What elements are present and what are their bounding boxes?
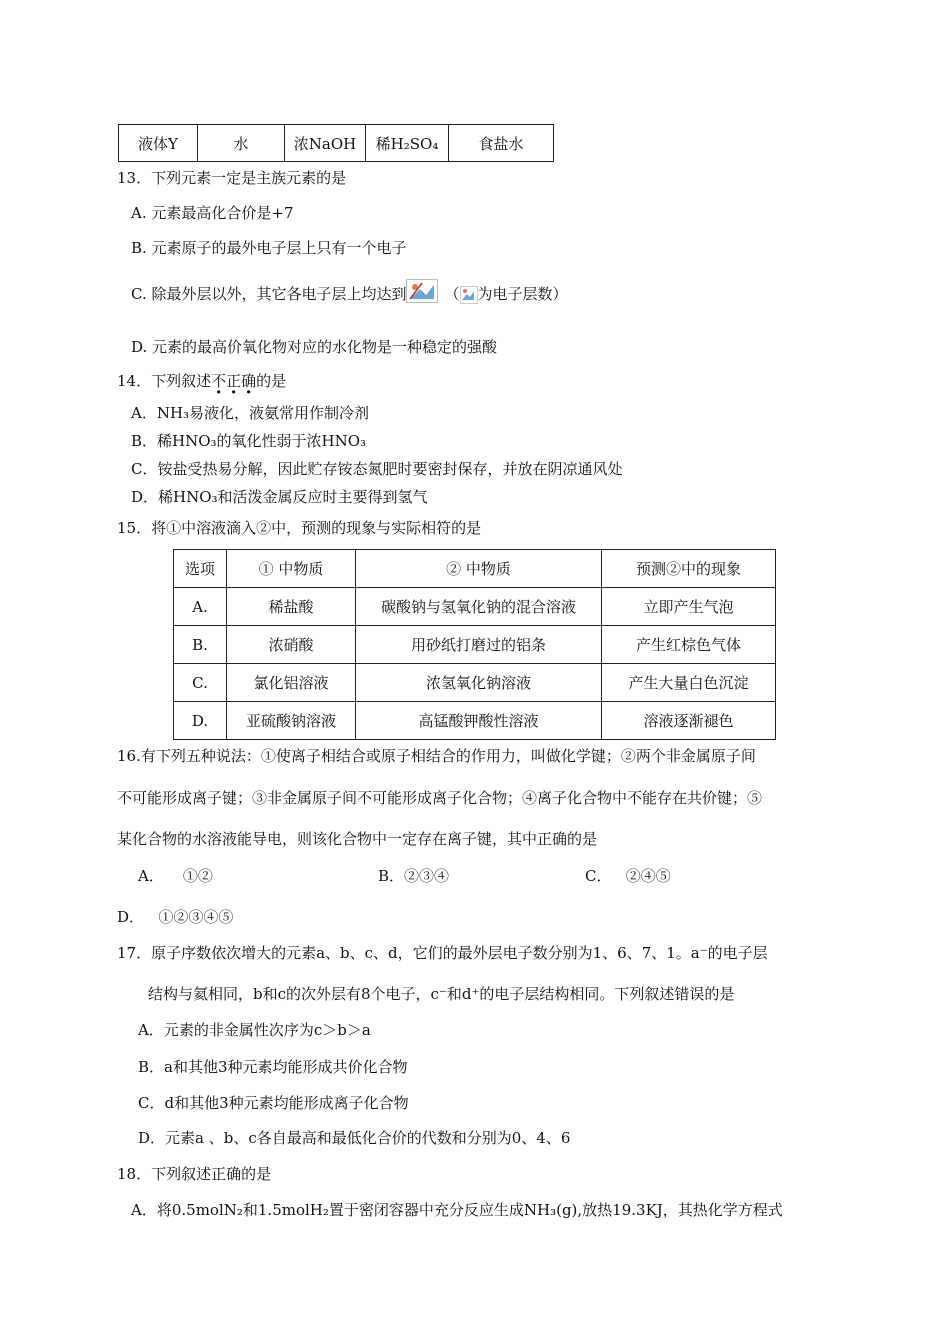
q13-stem: 13．下列元素一定是主族元素的是 — [117, 169, 347, 187]
emphasis-char: 确 — [241, 372, 257, 390]
q16-option-c: C． ②④⑤ — [585, 867, 671, 885]
q17-line: 结构与氦相同，b和c的次外层有8个电子，c⁻和d⁺的电子层结构相同。下列叙述错误的是 — [148, 985, 735, 1003]
liquid-table-cell: 食盐水 — [449, 125, 554, 162]
q15-cell: C. — [174, 664, 227, 702]
liquid-table — [118, 124, 554, 162]
q15-header: ② 中物质 — [356, 550, 602, 588]
q17-option-b: B．a和其他3种元素均能形成共价化合物 — [138, 1058, 408, 1076]
q16-line: 不可能形成离子键；③非金属原子间不可能形成离子化合物；④离子化合物中不能存在共价键；⑤ — [117, 789, 763, 807]
q15-cell: 用砂纸打磨过的铝条 — [356, 626, 602, 664]
q15-header: ① 中物质 — [227, 550, 356, 588]
q14-option-c: C．铵盐受热易分解，因此贮存铵态氮肥时要密封保存，并放在阴凉通风处 — [131, 460, 623, 478]
q15-cell: B. — [174, 626, 227, 664]
formula-image-icon — [406, 279, 438, 303]
q15-stem: 15．将①中溶液滴入②中，预测的现象与实际相符的是 — [117, 519, 482, 537]
q13-option-a: A. 元素最高化合价是+7 — [131, 204, 294, 222]
q15-cell: 浓氢氧化钠溶液 — [356, 664, 602, 702]
emphasis-char: 正 — [226, 372, 242, 390]
formula-image-icon — [460, 286, 478, 304]
q16-option-a: A． ①② — [138, 867, 213, 885]
q16-line: 16.有下列五种说法：①使离子相结合或原子相结合的作用力，叫做化学键；②两个非金属原子间 — [117, 747, 756, 765]
q15-cell: 氯化铝溶液 — [227, 664, 356, 702]
q15-cell: 溶液逐渐褪色 — [602, 702, 776, 740]
q13-option-c-paren: （ — [444, 285, 460, 303]
q14-stem — [117, 370, 286, 391]
q15-table — [173, 549, 776, 740]
liquid-table-cell: 浓NaOH — [285, 125, 366, 162]
q16-option-b: B．②③④ — [378, 867, 450, 885]
q15-header: 选项 — [174, 550, 227, 588]
q15-cell: 立即产生气泡 — [602, 588, 776, 626]
q13-option-c-suffix: 为电子层数） — [477, 285, 568, 303]
q17-line: 17．原子序数依次增大的元素a、b、c、d，它们的最外层电子数分别为1、6、7、1。a⁻的电子层 — [117, 944, 768, 962]
table-row — [174, 626, 776, 664]
q15-cell: D. — [174, 702, 227, 740]
q14-stem-post: 的是 — [256, 372, 287, 390]
q14-option-a: A．NH₃易液化，液氨常用作制冷剂 — [131, 404, 370, 422]
q18-stem: 18．下列叙述正确的是 — [117, 1165, 272, 1183]
q16-option-d: D． ①②③④⑤ — [117, 908, 234, 926]
q17-option-a: A．元素的非金属性次序为c＞b＞a — [138, 1021, 371, 1039]
table-row — [174, 588, 776, 626]
q15-cell: 碳酸钠与氢氧化钠的混合溶液 — [356, 588, 602, 626]
q13-option-c — [131, 279, 568, 304]
table-row — [174, 702, 776, 740]
q16-line: 某化合物的水溶液能导电，则该化合物中一定存在离子键，其中正确的是 — [117, 830, 598, 848]
q15-header: 预测②中的现象 — [602, 550, 776, 588]
liquid-table-cell: 液体Y — [119, 125, 198, 162]
q14-option-b: B．稀HNO₃的氧化性弱于浓HNO₃ — [131, 432, 367, 450]
q13-option-d: D. 元素的最高价氧化物对应的水化物是一种稳定的强酸 — [131, 338, 498, 356]
q17-option-c: C．d和其他3种元素均能形成离子化合物 — [138, 1094, 409, 1112]
q13-option-b: B. 元素原子的最外电子层上只有一个电子 — [131, 239, 407, 257]
q15-cell: 浓硝酸 — [227, 626, 356, 664]
q15-cell: 产生大量白色沉淀 — [602, 664, 776, 702]
q18-option-a: A．将0.5molN₂和1.5molH₂置于密闭容器中充分反应生成NH₃(g),放热19.3KJ，其热化学方程式 — [131, 1201, 783, 1219]
q15-cell: 高锰酸钾酸性溶液 — [356, 702, 602, 740]
q14-stem-pre: 14．下列叙述 — [117, 372, 212, 390]
table-row — [174, 664, 776, 702]
emphasis-char: 不 — [211, 372, 227, 390]
q15-cell: 产生红棕色气体 — [602, 626, 776, 664]
q14-option-d: D．稀HNO₃和活泼金属反应时主要得到氢气 — [131, 488, 428, 506]
q13-option-c-text: C. 除最外层以外，其它各电子层上均达到 — [131, 285, 407, 303]
q17-option-d: D．元素a 、b、c各自最高和最低化合价的代数和分别为0、4、6 — [138, 1129, 571, 1147]
q15-cell: 亚硫酸钠溶液 — [227, 702, 356, 740]
q15-cell: A. — [174, 588, 227, 626]
liquid-table-cell: 水 — [198, 125, 285, 162]
q15-cell: 稀盐酸 — [227, 588, 356, 626]
liquid-table-cell: 稀H₂SO₄ — [366, 125, 449, 162]
